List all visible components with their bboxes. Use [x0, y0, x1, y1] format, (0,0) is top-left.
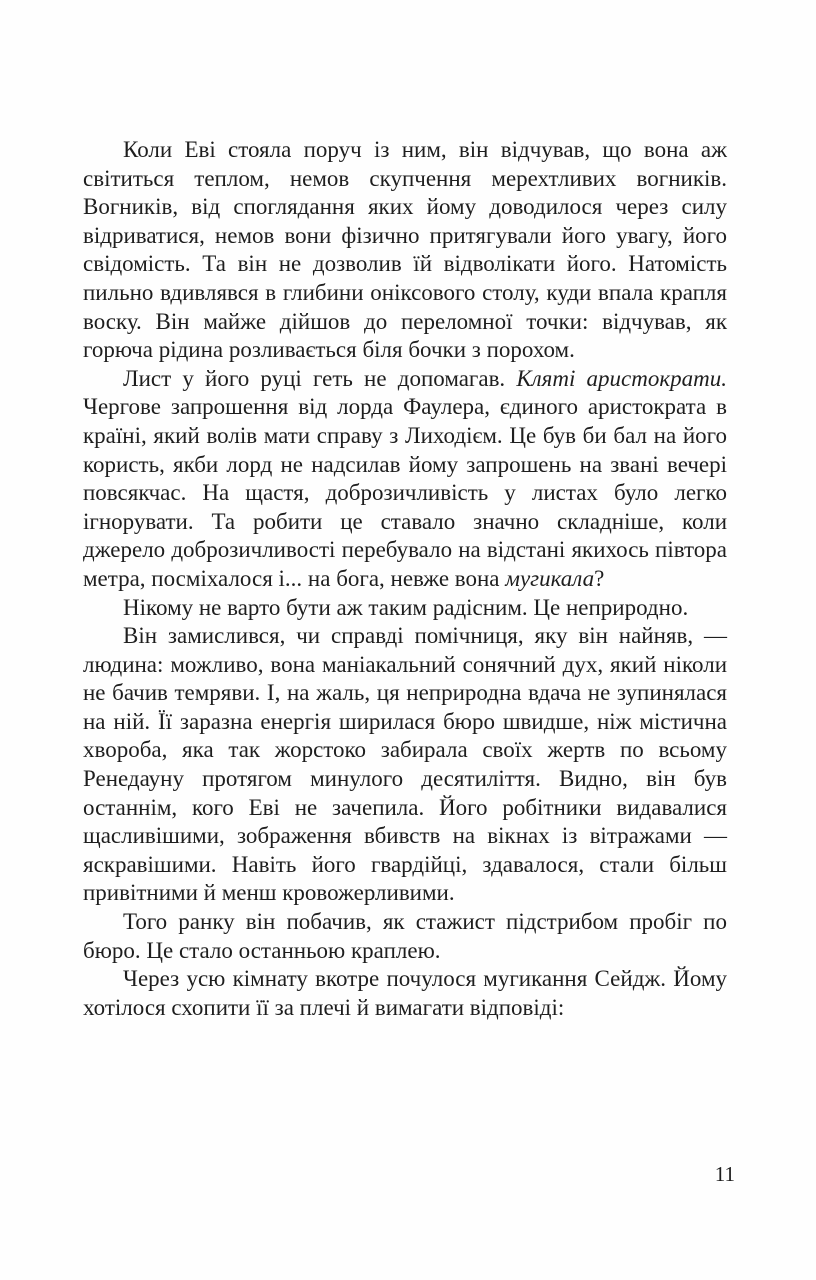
paragraph: [83, 365, 727, 594]
text-run: Він замислився, чи справді помічниця, яку він найняв, — людина: можливо, вона маніакальний сонячний дух, який ніколи не бачив темряви. І, на жаль, ця неприродна вдача не зупинялася на ній. Її заразна енергія ширилася бюро швидше, ніж містична хвороба, яка так жорстоко забирала своїх жертв по всьому Ренедауну протягом минулого десятиліття. Видно, він був останнім, кого Еві не зачепила. Його робітники видавалися щасливішими, зображення вбивств на вікнах із вітражами — яскравішими. Навіть його гвардійці, здавалося, стали більш привітними й менш кровожерливими.: [83, 623, 727, 906]
italic-run: Кляті аристократи.: [516, 365, 727, 391]
text-run: Коли Еві стояла поруч із ним, він відчував, що вона аж світиться теплом, немов скупчення мерехтливих вогників. Вогників, від споглядання яких йому доводилося через силу відриватися, немов вони фізично притягували його увагу, його свідомість. Та він не дозволив їй відволікати його. Натомість пильно вдивлявся в глибини оніксового столу, куди впала крапля воску. Він майже дійшов до переломної точки: відчував, як горюча рідина розливається біля бочки з порохом.: [83, 137, 727, 363]
page-number: 11: [714, 1162, 735, 1186]
text-run: Чергове запрошення від лорда Фаулера, єдиного аристократа в країні, який волів мати справу з Лиходієм. Це був би бал на його користь, якби лорд не надсилав йому запрошень на звані вечері повсякчас. На щастя, доброзичливість у листах було легко ігнорувати. Та робити це ставало значно складніше, коли джерело доброзичливості перебувало на відстані якихось півтора метра, посміхалося і... на бога, невже вона: [83, 394, 727, 591]
text-run: Лист у його руці геть не допомагав.: [123, 365, 517, 391]
text-run: ?: [594, 565, 605, 591]
italic-run: мугикала: [505, 565, 595, 591]
paragraph: [83, 622, 727, 908]
text-run: Нікому не варто бути аж таким радісним. Це неприродно.: [123, 594, 689, 620]
text-run: Того ранку він побачив, як стажист підстрибом пробіг по бюро. Це стало останньою краплею.: [83, 909, 727, 963]
paragraph: [83, 594, 727, 623]
text-run: Через усю кімнату вкотре почулося мугикання Сейдж. Йому хотілося схопити її за плечі й вимагати відповіді:: [83, 966, 727, 1020]
paragraph: [83, 965, 727, 1022]
paragraph: [83, 136, 727, 365]
paragraph: [83, 908, 727, 965]
text-block: [83, 136, 727, 1022]
